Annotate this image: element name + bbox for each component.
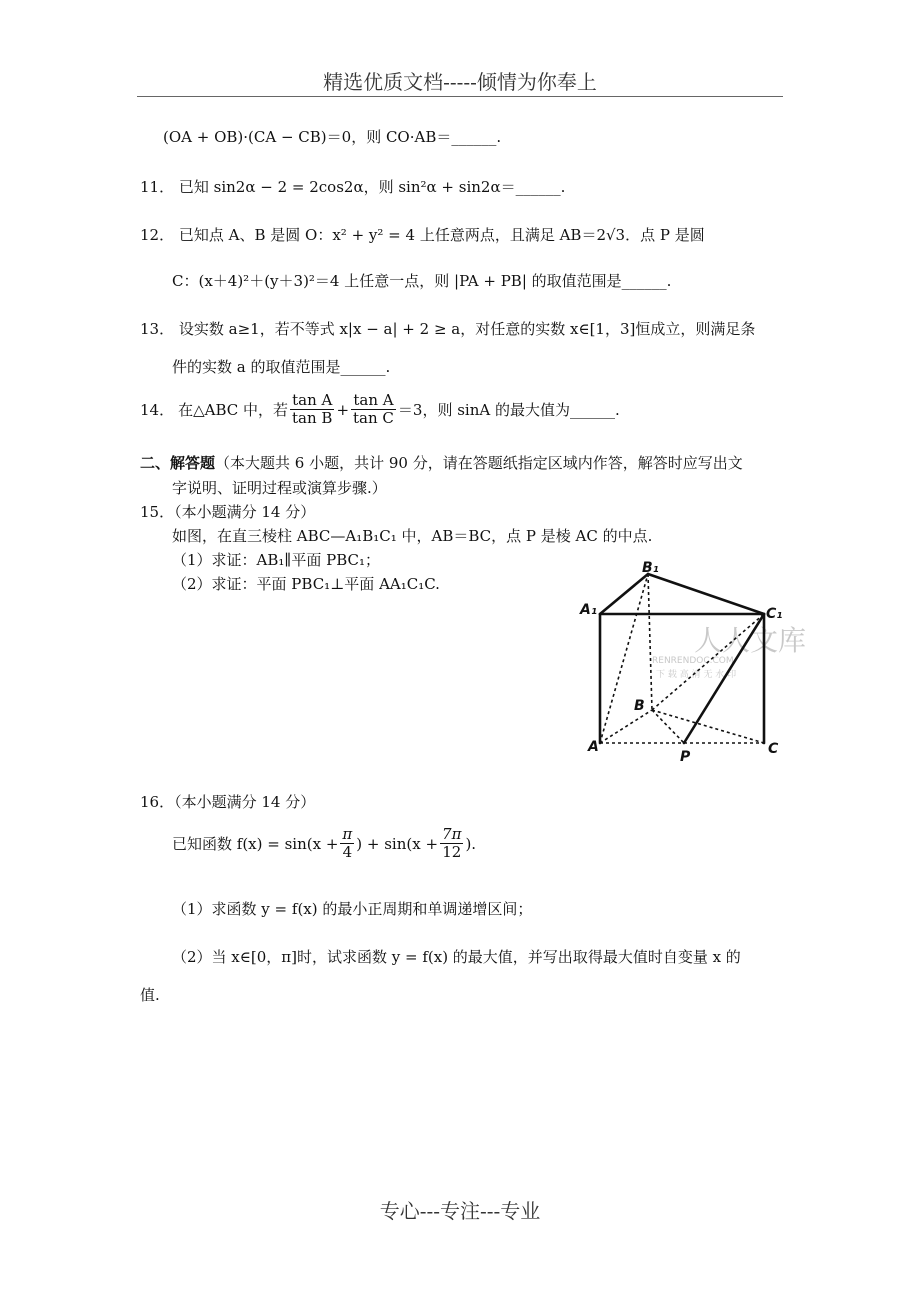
q14-pre: 在△ABC 中，若 — [178, 401, 289, 420]
section2-line1 — [140, 452, 743, 473]
header-divider — [137, 96, 783, 97]
watermark-main: 人人文库 — [694, 624, 807, 657]
page-header: 精选优质文档-----倾情为你奉上 — [323, 70, 597, 94]
q14-frac1-numerator: tan A — [292, 391, 333, 409]
edge-a-b — [600, 710, 652, 743]
q16-stem-mid: ) + sin(x + — [356, 834, 439, 853]
q12-line2 — [172, 270, 671, 291]
q15-part1: （1）求证：AB₁∥平面 PBC₁； — [172, 551, 380, 569]
q14-frac1-denominator: tan B — [292, 409, 333, 428]
q16-fraction-1 — [340, 826, 354, 862]
q16-frac2-denominator: 12 — [442, 843, 462, 862]
q10-line — [163, 126, 501, 147]
q16-part2: （2）当 x∈[0，π]时，试求函数 y = f(x) 的最大值，并写出取得最大值时自变量 x 的 — [172, 948, 741, 966]
q14-fraction-1 — [290, 392, 334, 428]
section2-line2 — [172, 477, 387, 498]
q16-header — [140, 791, 315, 812]
q14-post: ＝3，则 sinA 的最大值为______. — [397, 401, 620, 420]
q16-part1: （1）求函数 y = f(x) 的最小正周期和单调递增区间； — [172, 900, 533, 918]
edge-b-c — [652, 710, 764, 743]
label-p: P — [680, 749, 691, 765]
q14-number: 14． — [140, 401, 175, 420]
label-c: C — [768, 741, 779, 757]
q16-number: 16． — [140, 793, 175, 811]
q16-fraction-2 — [440, 826, 463, 862]
watermark-sub1: RENRENDOC.COM — [652, 656, 734, 666]
edge-a1-b1 — [600, 574, 648, 614]
q14-line — [140, 392, 620, 428]
q15-part2: （2）求证：平面 PBC₁⊥平面 AA₁C₁C. — [172, 575, 440, 593]
q12-line1 — [140, 224, 705, 245]
q11-text: 已知 sin2α − 2 = 2cos2α，则 sin²α + sin2α＝______. — [178, 178, 566, 196]
prism-figure — [576, 560, 807, 770]
q13-text-2: 件的实数 a 的取值范围是______. — [172, 358, 391, 376]
q16-stem — [172, 826, 476, 862]
q14-fraction-2 — [351, 392, 396, 428]
q12-number: 12． — [140, 226, 175, 244]
label-a: A — [588, 739, 599, 755]
label-b1: B₁ — [642, 560, 659, 576]
edge-b1-b — [648, 574, 652, 710]
q11-number: 11． — [140, 178, 175, 196]
q15-score: （本小题满分 14 分） — [174, 503, 316, 521]
q13-number: 13． — [140, 320, 175, 338]
q13-text-1: 设实数 a≥1，若不等式 x|x − a| + 2 ≥ a，对任意的实数 x∈[1，3]恒成立，则满足条 — [178, 320, 756, 338]
edge-b-p — [652, 710, 684, 743]
label-b: B — [634, 698, 645, 714]
q12-text-1: 已知点 A、B 是圆 O：x² + y² = 4 上任意两点，且满足 AB＝2√3．点 P 是圆 — [178, 226, 705, 244]
q11-line — [140, 176, 565, 197]
watermark-sub2: 下 载 高 清 无 水 印 — [656, 670, 737, 680]
q14-frac2-numerator: tan A — [353, 391, 394, 409]
q14-frac2-denominator: tan C — [353, 409, 394, 428]
q10-text: (OA + OB)·(CA − CB)＝0，则 CO·AB＝______. — [163, 128, 502, 146]
section2-desc-2: 字说明、证明过程或演算步骤.） — [172, 479, 387, 497]
q15-stem: 如图，在直三棱柱 ABC—A₁B₁C₁ 中，AB＝BC，点 P 是棱 AC 的中点. — [172, 527, 653, 545]
label-c1: C₁ — [766, 606, 783, 622]
q16-part2-cont: 值. — [140, 986, 160, 1004]
q16-stem-pre: 已知函数 f(x) = sin(x + — [172, 835, 339, 854]
q16-frac2-numerator: 7π — [442, 825, 462, 843]
page-footer: 专心---专注---专业 — [379, 1199, 541, 1223]
q16-score: （本小题满分 14 分） — [174, 793, 316, 811]
q12-text-2: C：(x＋4)²＋(y＋3)²＝4 上任意一点，则 |PA + PB| 的取值范围是______. — [172, 272, 672, 290]
edge-b1-c1 — [648, 574, 764, 614]
section2-title: 二、解答题 — [140, 454, 216, 472]
section2-desc-1: （本大题共 6 小题，共计 90 分，请在答题纸指定区域内作答，解答时应写出文 — [215, 454, 743, 472]
q15-number: 15． — [140, 503, 175, 521]
q16-stem-post: ). — [465, 834, 477, 853]
q14-plus: + — [336, 400, 350, 419]
q13-line2 — [172, 356, 390, 377]
q13-line1 — [140, 318, 755, 339]
q16-frac1-denominator: 4 — [342, 843, 353, 862]
q16-frac1-numerator: π — [342, 825, 353, 843]
q15-header — [140, 501, 315, 522]
label-a1: A₁ — [580, 602, 597, 618]
